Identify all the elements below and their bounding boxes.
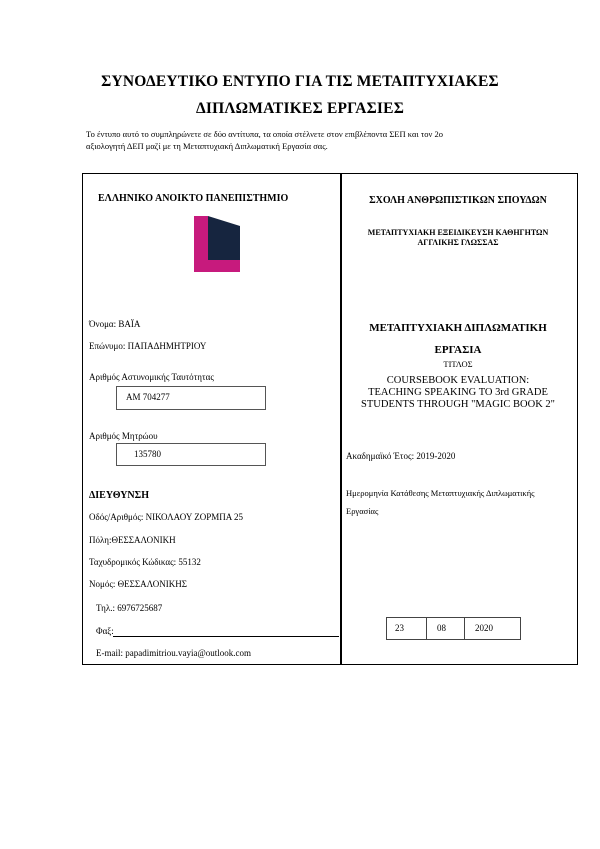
program-line2: ΑΓΓΛΙΚΗΣ ΓΛΩΣΣΑΣ	[417, 238, 499, 247]
thesis-heading	[340, 317, 576, 361]
thesis-title-line3: STUDENTS THROUGH "MAGIC BOOK 2"	[361, 399, 555, 410]
surname-field: Επώνυμο: ΠΑΠΑΔΗΜΗΤΡΙΟΥ	[89, 341, 207, 351]
address-heading: ΔΙΕΥΘΥΝΣΗ	[89, 490, 149, 501]
academic-year: Ακαδημαϊκό Έτος: 2019-2020	[346, 451, 456, 461]
eap-logo-icon	[194, 216, 242, 272]
registration-input[interactable]	[116, 443, 266, 466]
postal-code-field: Ταχυδρομικός Κώδικας: 55132	[89, 557, 201, 567]
prefecture-field: Νομός: ΘΕΣΣΑΛΟΝΙΚΗΣ	[89, 579, 188, 589]
date-month[interactable]: 08	[427, 618, 465, 639]
fax-underline[interactable]	[113, 636, 339, 637]
university-name: ΕΛΛΗΝΙΚΟ ΑΝΟΙΚΤΟ ΠΑΝΕΠΙΣΤΗΜΙΟ	[98, 193, 289, 204]
email-field: E-mail: papadimitriou.vayia@outlook.com	[96, 648, 252, 658]
fax-label: Φαξ:	[96, 626, 114, 636]
thesis-heading-line1: ΜΕΤΑΠΤΥΧΙΑΚΗ ΔΙΠΛΩΜΑΤΙΚΗ	[369, 322, 547, 334]
id-input[interactable]	[116, 386, 266, 410]
submission-line1: Ημερομηνία Κατάθεσης Μεταπτυχιακής Διπλωματικής	[346, 488, 535, 498]
thesis-title-line1: COURSEBOOK EVALUATION:	[386, 375, 530, 386]
registration-label: Αριθμός Μητρώου	[89, 431, 158, 441]
submission-date-input[interactable]	[386, 617, 521, 640]
registration-value: 135780	[134, 449, 161, 459]
thesis-title-line2: TEACHING SPEAKING TO 3rd GRADE	[368, 387, 548, 398]
date-day[interactable]: 23	[387, 618, 427, 639]
page-title-line2: ΔΙΠΛΩΜΑΤΙΚΕΣ ΕΡΓΑΣΙΕΣ	[195, 100, 405, 117]
id-label: Αριθμός Αστυνομικής Ταυτότητας	[89, 372, 214, 382]
id-value: ΑΜ 704277	[126, 392, 170, 402]
name-field: Όνομα: ΒΑΪΑ	[89, 319, 141, 329]
title-label: ΤΙΤΛΟΣ	[443, 359, 473, 369]
intro-text	[86, 128, 526, 152]
program-name	[340, 228, 576, 248]
city-field: Πόλη:ΘΕΣΣΑΛΟΝΙΚΗ	[89, 535, 176, 545]
date-year[interactable]: 2020	[475, 623, 493, 633]
thesis-title	[340, 375, 576, 411]
intro-line2: αξιολογητή ΔΕΠ μαζί με τη Μεταπτυχιακή Διπλωματική Εργασία σας.	[86, 141, 328, 151]
phone-field: Τηλ.: 6976725687	[96, 603, 163, 613]
university-logo	[194, 216, 242, 272]
thesis-heading-line2: ΕΡΓΑΣΙΑ	[434, 344, 482, 356]
submission-date-label	[346, 484, 574, 520]
program-line1: ΜΕΤΑΠΤΥΧΙΑΚΗ ΕΞΕΙΔΙΚΕΥΣΗ ΚΑΘΗΓΗΤΩΝ	[367, 228, 549, 237]
submission-line2: Εργασίας	[346, 506, 379, 516]
page-title-line1: ΣΥΝΟΔΕΥΤΙΚΟ ΕΝΤΥΠΟ ΓΙΑ ΤΙΣ ΜΕΤΑΠΤΥΧΙΑΚΕΣ	[101, 73, 499, 90]
school-name: ΣΧΟΛΗ ΑΝΘΡΩΠΙΣΤΙΚΩΝ ΣΠΟΥΔΩΝ	[369, 195, 547, 206]
intro-line1: Το έντυπο αυτό το συμπληρώνετε σε δύο αντίτυπα, τα οποία στέλνετε στον επιβλέποντα ΣΕΠ και τον 2ο	[86, 129, 443, 139]
street-field: Οδός/Αριθμός: ΝΙΚΟΛΑΟΥ ΖΟΡΜΠΑ 25	[89, 512, 243, 522]
